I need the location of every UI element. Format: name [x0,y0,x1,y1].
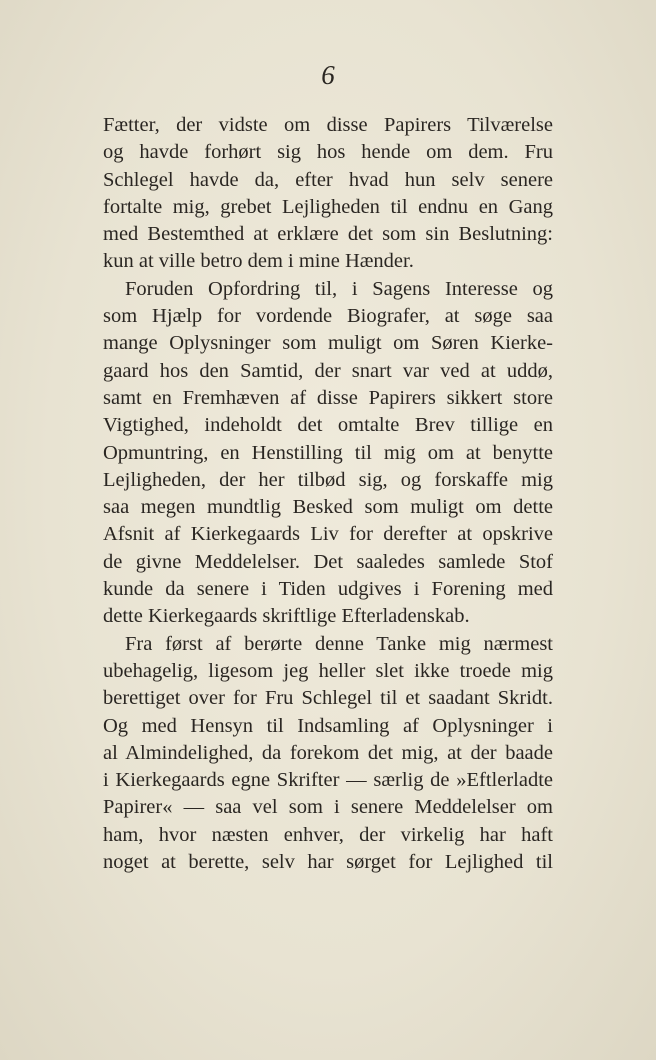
text-line: al Almindelighed, da forekom det mig, at der baade [103,741,553,764]
text-line: Fætter, der vidste om disse Papirers Tilværelse [103,114,553,136]
text-line: fortalte mig, grebet Lejligheden til endnu en Gang [103,195,553,218]
text-line: ham, hvor næsten enhver, der virkelig har haft [103,823,553,846]
text-line: kunde da senere i Tiden udgives i Forening med [103,578,553,601]
page-number: 6 [321,60,335,90]
text-line: med Bestemthed at erklære det som sin Beslutning: [103,223,553,246]
text-line: Vigtighed, indeholdt det omtalte Brev tillige en [103,414,553,437]
text-line: de givne Meddelelser. Det saaledes samlede Stof [103,550,553,573]
text-line: gaard hos den Samtid, der snart var ved at uddø, [103,359,553,382]
text-line: Afsnit af Kierkegaards Liv for derefter at opskrive [103,523,553,546]
text-line: Lejligheden, der her tilbød sig, og forskaffe mig [103,468,553,491]
text-line: berettiget over for Fru Schlegel til et saadant Skridt. [103,687,553,710]
body-text [103,112,553,876]
text-line: samt en Fremhæven af disse Papirers sikkert store [103,386,553,409]
text-line: Opmuntring, en Henstilling til mig om at benytte [103,441,553,464]
text-line: Papirer« — saa vel som i senere Meddelelser om [103,796,553,819]
text-line: i Kierkegaards egne Skrifter — særlig de »Eftlerladte [103,769,553,792]
text-line: Fra først af berørte denne Tanke mig nærmest [125,632,553,655]
text-line: mange Oplysninger som muligt om Søren Kierke- [103,332,553,355]
text-line: Og med Hensyn til Indsamling af Oplysninger i [103,714,553,737]
text-line: dette Kierkegaards skriftlige Efterladenskab. [103,605,470,628]
text-line: Schlegel havde da, efter hvad hun selv senere [103,168,553,191]
text-line: noget at berette, selv har sørget for Lejlighed til [103,851,553,874]
text-line: Foruden Opfordring til, i Sagens Interesse og [125,277,553,300]
text-line: og havde forhørt sig hos hende om dem. Fru [103,141,553,164]
text-line: kun at ville betro dem i mine Hænder. [103,250,414,273]
text-line: saa megen mundtlig Besked som muligt om dette [103,496,553,519]
text-line: som Hjælp for vordende Biografer, at søge saa [103,305,553,328]
text-line: ubehagelig, ligesom jeg heller slet ikke troede mig [103,659,553,682]
